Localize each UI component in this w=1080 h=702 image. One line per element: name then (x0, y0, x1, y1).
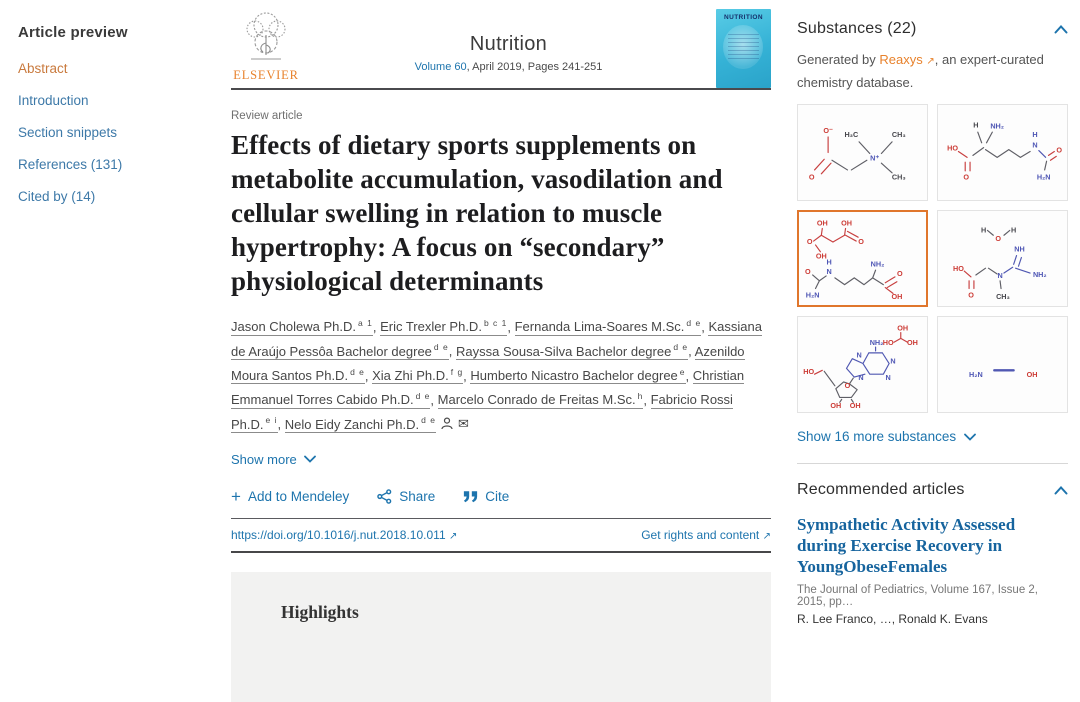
doi-row (231, 519, 771, 551)
share-icon (377, 489, 392, 504)
elsevier-logo[interactable] (231, 9, 301, 83)
external-link-icon: ↗ (448, 530, 458, 542)
svg-text:NH₂: NH₂ (870, 259, 885, 269)
issue-suffix: , April 2019, Pages 241-251 (466, 61, 603, 73)
add-to-mendeley-button[interactable]: + Add to Mendeley (231, 486, 350, 506)
substance-tile-hydroxylamine[interactable] (937, 316, 1068, 413)
highlights-title: Highlights (281, 601, 359, 622)
substance-tile-creatine-monohydrate[interactable] (937, 210, 1068, 307)
author-list: Jason Cholewa Ph.D. $^{a 1}$, Eric Trexler Ph.D. $^{b c 1}$, Fernanda Lima-Soares M.Sc. $^{d e}$, Kassiana de Araújo Pessôa Bachelor degree $^{d e}$, Rayssa Sousa-Silva Bachelor degree $^{d e}$, Azenildo Moura Santos Ph.D. $^{d e}$, Xia Zhi Ph.D. $^{f g}$, Humberto Nicastro Bachelor degree $^e$, Christian Emmanuel Torres Cabido Ph.D. $^{d e}$, Marcelo Conrado de Freitas M.Sc. $^h$, Fabricio Rossi Ph.D. $^{e i}$, Nelo Eidy Zanchi Ph.D. $^{d e}$ ✉ (231, 318, 762, 432)
journal-meta (301, 9, 716, 73)
author-link[interactable]: Humberto Nicastro Bachelor degree $^e$ (470, 366, 686, 383)
plus-icon: + (231, 486, 241, 506)
show-more-authors[interactable]: Show more (231, 452, 316, 467)
recommended-title: Recommended articles (797, 481, 965, 498)
author-profile-icon[interactable] (441, 417, 453, 430)
share-button[interactable]: Share (377, 489, 435, 504)
svg-text:CH₃: CH₃ (891, 172, 906, 182)
author-link[interactable]: Kassiana de Araújo Pessôa Bachelor degree $^{d e}$ (231, 319, 762, 359)
svg-text:O: O (1056, 145, 1062, 155)
right-sidebar (797, 20, 1068, 626)
volume-link[interactable]: Volume 60 (414, 61, 467, 73)
doi-divider (231, 551, 771, 553)
collapse-chevron-up-icon[interactable] (1054, 25, 1068, 34)
author-link[interactable]: Rayssa Sousa-Silva Bachelor degree $^{d e}$ (455, 342, 689, 359)
svg-text:H: H (980, 225, 987, 235)
show-more-substances[interactable]: Show 16 more substances (797, 429, 976, 444)
svg-text:O: O (995, 234, 1001, 244)
external-link-icon: ↗ (926, 56, 935, 67)
elsevier-wordmark: ELSEVIER (233, 68, 299, 82)
svg-text:OH: OH (841, 218, 852, 228)
svg-text:NH: NH (1014, 244, 1025, 254)
journal-cover-thumbnail[interactable] (716, 9, 771, 88)
svg-text:N: N (885, 373, 891, 382)
svg-text:O: O (844, 380, 851, 390)
substance-tile-citrulline[interactable] (937, 104, 1068, 201)
reaxys-attribution: Generated by Reaxys ↗, an expert-curated chemistry database. (797, 52, 1044, 90)
svg-text:CH₃: CH₃ (891, 130, 906, 139)
quote-icon (463, 490, 478, 503)
journal-header (231, 0, 771, 88)
svg-text:OH: OH (906, 338, 918, 348)
svg-text:H₂N: H₂N (805, 290, 820, 300)
svg-text:N: N (997, 270, 1003, 280)
svg-text:NH₂: NH₂ (869, 338, 884, 348)
author-link[interactable]: Jason Cholewa Ph.D. $^{a 1}$ (231, 318, 373, 335)
highlights-section (231, 572, 771, 702)
recommended-article-authors: R. Lee Franco, …, Ronald K. Evans (797, 612, 988, 626)
svg-text:HO: HO (952, 264, 964, 274)
sidebar-divider (797, 463, 1068, 464)
svg-text:H₂N: H₂N (1036, 172, 1051, 182)
substances-title: Substances (22) (797, 20, 917, 37)
svg-text:H: H (1011, 225, 1017, 235)
adenosine-phosphate-structure-icon (798, 318, 927, 411)
svg-text:O: O (968, 290, 974, 300)
svg-text:N⁺: N⁺ (870, 153, 880, 163)
svg-text:O: O (806, 236, 813, 246)
nav-item-references[interactable]: References (131) (18, 157, 123, 172)
author-link[interactable]: Nelo Eidy Zanchi Ph.D. $^{d e}$ (284, 415, 436, 432)
citrulline-malate-structure-icon (799, 212, 926, 305)
reaxys-link[interactable]: Reaxys (879, 52, 923, 67)
svg-text:NH₂: NH₂ (1032, 269, 1047, 279)
article-title: Effects of dietary sports supplements on metabolite accumulation, vasodilation and cellular swelling in relation to muscle hypertrophy: A focus on “secondary” physiological determinants (231, 130, 723, 296)
svg-text:HO: HO (947, 143, 959, 153)
betaine-structure-icon (798, 106, 927, 199)
hydroxylamine-structure-icon (938, 318, 1067, 411)
collapse-chevron-up-icon[interactable] (1054, 486, 1068, 495)
header-divider (231, 88, 771, 90)
svg-text:NH₂: NH₂ (990, 121, 1005, 131)
svg-text:CH₃: CH₃ (996, 292, 1010, 302)
recommended-article-source: The Journal of Pediatrics, Volume 167, Issue 2, 2015, pp… (797, 584, 1038, 608)
journal-title-link[interactable]: Nutrition (469, 33, 548, 55)
author-link[interactable]: Fernanda Lima-Soares M.Sc. $^{d e}$ (514, 318, 702, 335)
svg-text:HO: HO (803, 367, 815, 377)
nav-item-introduction[interactable]: Introduction (18, 93, 89, 108)
svg-text:N: N (826, 267, 832, 276)
svg-text:OH: OH (1026, 370, 1038, 380)
svg-text:N: N (1032, 140, 1038, 150)
citrulline-structure-icon (938, 106, 1067, 199)
substance-tile-citrulline-malate[interactable] (797, 210, 928, 307)
author-link[interactable]: Fabricio Rossi Ph.D. $^{e i}$ (231, 392, 733, 432)
article-toolbar (231, 488, 771, 505)
recommended-header (797, 481, 1068, 499)
svg-text:HO: HO (882, 338, 894, 348)
doi-link[interactable]: https://doi.org/10.1016/j.nut.2018.10.011 ↗ (231, 527, 458, 542)
nav-item-cited-by[interactable]: Cited by (14) (18, 189, 96, 204)
substance-tile-adenosine-phosphate[interactable] (797, 316, 928, 413)
svg-text:N: N (890, 356, 896, 366)
substances-grid (797, 104, 1068, 413)
svg-text:O: O (963, 172, 969, 182)
substance-tile-betaine[interactable] (797, 104, 928, 201)
cover-text-lines (728, 31, 759, 61)
svg-text:O: O (858, 236, 864, 246)
journal-issue-line (301, 61, 716, 73)
svg-text:N: N (856, 350, 862, 360)
article-type-label: Review article (231, 110, 303, 122)
svg-text:H: H (826, 257, 832, 267)
author-link[interactable]: Marcelo Conrado de Freitas M.Sc. $^h$ (437, 390, 644, 408)
author-link[interactable]: Eric Trexler Ph.D. $^{b c 1}$ (380, 318, 508, 335)
svg-text:OH: OH (815, 251, 827, 261)
svg-text:O: O (896, 268, 903, 278)
svg-text:O: O (804, 267, 811, 276)
elsevier-tree-icon (235, 9, 297, 65)
recommended-article (797, 514, 1068, 626)
svg-text:OH: OH (816, 218, 828, 228)
svg-text:OH: OH (891, 292, 903, 302)
external-link-icon: ↗ (762, 530, 771, 542)
get-rights-link[interactable]: Get rights and content ↗ (641, 527, 771, 542)
svg-text:H: H (1032, 130, 1038, 139)
author-link[interactable]: Xia Zhi Ph.D. $^{f g}$ (372, 366, 464, 383)
creatine-monohydrate-structure-icon (938, 212, 1067, 305)
svg-text:H₂N: H₂N (969, 370, 983, 380)
svg-text:OH: OH (830, 401, 842, 411)
author-link[interactable]: Azenildo Moura Santos Ph.D. $^{d e}$ (231, 343, 745, 383)
cover-journal-name: NUTRITION (724, 14, 763, 21)
chevron-down-icon (964, 433, 976, 441)
author-link[interactable]: Christian Emmanuel Torres Cabido Ph.D. $^{d e}$ (231, 367, 745, 408)
nav-item-section-snippets[interactable]: Section snippets (18, 125, 118, 140)
article-preview-title: Article preview (18, 24, 128, 41)
chevron-down-icon (304, 455, 316, 463)
svg-text:H: H (973, 120, 979, 130)
svg-text:O: O (808, 172, 815, 182)
svg-text:H₃C: H₃C (844, 130, 859, 139)
corresponding-author-email-icon[interactable]: ✉ (457, 415, 469, 431)
substances-header (797, 20, 1068, 38)
article-preview-nav (18, 24, 213, 221)
cite-button[interactable]: Cite (463, 489, 509, 504)
svg-text:OH: OH (849, 401, 861, 411)
nav-item-abstract[interactable]: Abstract (18, 61, 68, 76)
svg-text:N: N (858, 373, 864, 382)
svg-text:OH: OH (897, 323, 909, 333)
svg-text:O⁻: O⁻ (823, 126, 833, 136)
recommended-article-link[interactable]: Sympathetic Activity Assessed during Exercise Recovery in YoungObeseFemales (797, 515, 1016, 576)
article-main (231, 0, 771, 702)
